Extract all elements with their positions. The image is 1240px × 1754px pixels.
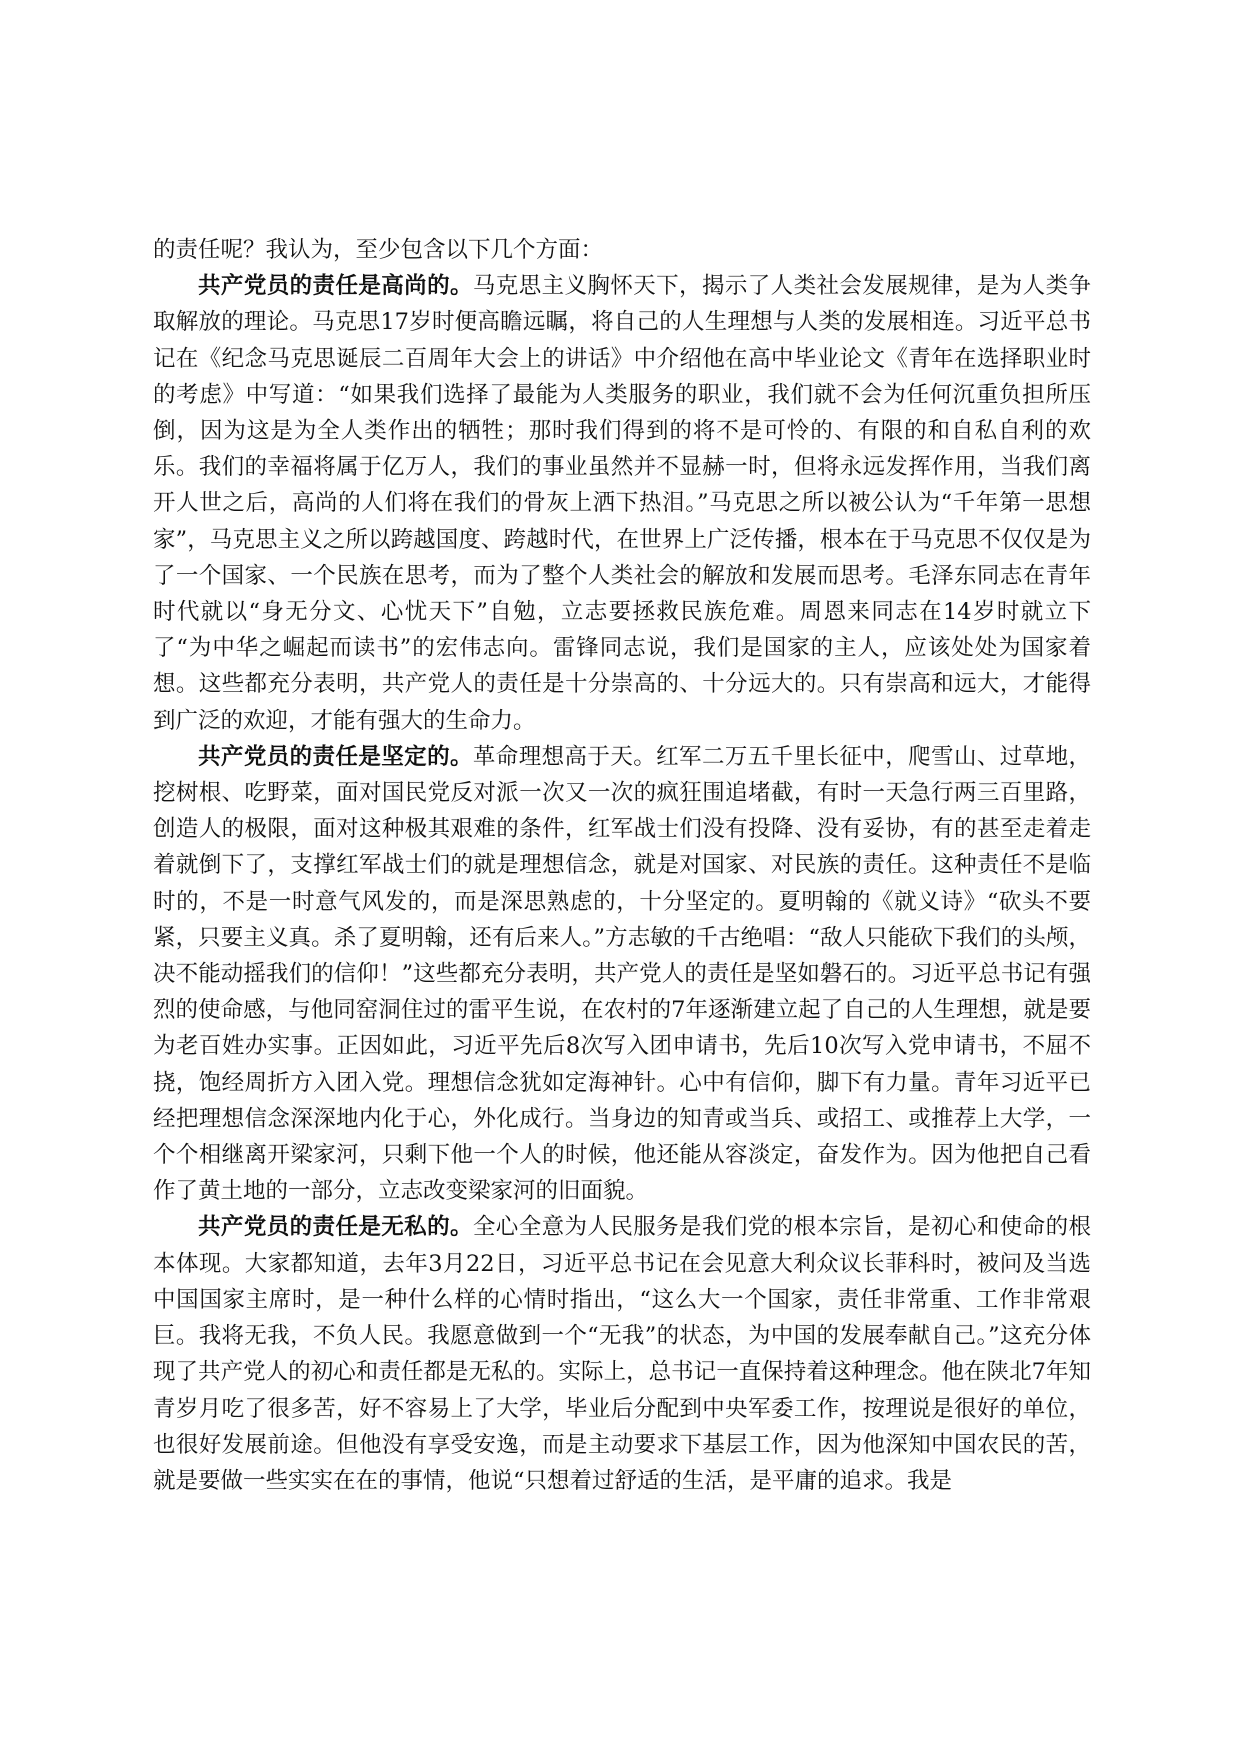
paragraph-body: 的责任呢？我认为，至少包含以下几个方面：	[153, 237, 604, 263]
paragraph-body: 革命理想高于天。红军二万五千里长征中，爬雪山、过草地，挖树根、吃野菜，面对国民党反对派一次又一次的疯狂围追堵截，有时一天急行两三百里路，创造人的极限，面对这种极其艰难的条件，红军战士们没有投降、没有妥协，有的甚至走着走着就倒下了，支撑红军战士们的就是理想信念，就是对国家、对民族的责任。这种责任不是临时的，不是一时意气风发的，而是深思熟虑的，十分坚定的。夏明翰的《就义诗》“砍头不要紧，只要主义真。杀了夏明翰，还有后来人。”方志敏的千古绝唱：“敌人只能砍下我们的头颅，决不能动摇我们的信仰！”这些都充分表明，共产党人的责任是坚如磐石的。习近平总书记有强烈的使命感，与他同窑洞住过的雷平生说，在农村的7年逐渐建立起了自己的人生理想，就是要为老百姓办实事。正因如此，习近平先后8次写入团申请书，先后10次写入党申请书，不屈不挠，饱经周折方入团入党。理想信念犹如定海神针。心中有信仰，脚下有力量。青年习近平已经把理想信念深深地内化于心，外化成行。当身边的知青或当兵、或招工、或推荐上大学，一个个相继离开梁家河，只剩下他一个人的时候，他还能从容淡定，奋发作为。因为他把自己看作了黄土地的一部分，立志改变梁家河的旧面貌。	[153, 743, 1091, 1205]
paragraph-lead-heading: 共产党员的责任是高尚的。	[198, 273, 473, 300]
paragraph-lead-heading: 共产党员的责任是坚定的。	[198, 743, 473, 770]
paragraph-continuation	[153, 232, 1091, 268]
document-body	[153, 232, 1091, 1499]
paragraph-selfless-responsibility	[153, 1209, 1091, 1499]
paragraph-lead-heading: 共产党员的责任是无私的。	[198, 1214, 473, 1241]
paragraph-body: 马克思主义胸怀天下，揭示了人类社会发展规律，是为人类争取解放的理论。马克思17岁时便高瞻远瞩，将自己的人生理想与人类的发展相连。习近平总书记在《纪念马克思诞辰二百周年大会上的讲话》中介绍他在高中毕业论文《青年在选择职业时的考虑》中写道：“如果我们选择了最能为人类服务的职业，我们就不会为任何沉重负担所压倒，因为这是为全人类作出的牺牲；那时我们得到的将不是可怜的、有限的和自私自利的欢乐。我们的幸福将属于亿万人，我们的事业虽然并不显赫一时，但将永远发挥作用，当我们离开人世之后，高尚的人们将在我们的骨灰上洒下热泪。”马克思之所以被公认为“千年第一思想家”，马克思主义之所以跨越国度、跨越时代，在世界上广泛传播，根本在于马克思不仅仅是为了一个国家、一个民族在思考，而为了整个人类社会的解放和发展而思考。毛泽东同志在青年时代就以“身无分文、心忧天下”自勉，立志要拯救民族危难。周恩来同志在14岁时就立下了“为中华之崛起而读书”的宏伟志向。雷锋同志说，我们是国家的主人，应该处处为国家着想。这些都充分表明，共产党人的责任是十分崇高的、十分远大的。只有崇高和远大，才能得到广泛的欢迎，才能有强大的生命力。	[153, 273, 1091, 734]
paragraph-firm-responsibility	[153, 739, 1091, 1210]
paragraph-noble-responsibility	[153, 268, 1091, 739]
paragraph-body: 全心全意为人民服务是我们党的根本宗旨，是初心和使命的根本体现。大家都知道，去年3月22日，习近平总书记在会见意大利众议长菲科时，被问及当选中国国家主席时，是一种什么样的心情时指出，“这么大一个国家，责任非常重、工作非常艰巨。我将无我，不负人民。我愿意做到一个“无我”的状态，为中国的发展奉献自己。”这充分体现了共产党人的初心和责任都是无私的。实际上，总书记一直保持着这种理念。他在陕北7年知青岁月吃了很多苦，好不容易上了大学，毕业后分配到中央军委工作，按理说是很好的单位，也很好发展前途。但他没有享受安逸，而是主动要求下基层工作，因为他深知中国农民的苦，就是要做一些实实在在的事情，他说“只想着过舒适的生活，是平庸的追求。我是	[153, 1214, 1091, 1494]
